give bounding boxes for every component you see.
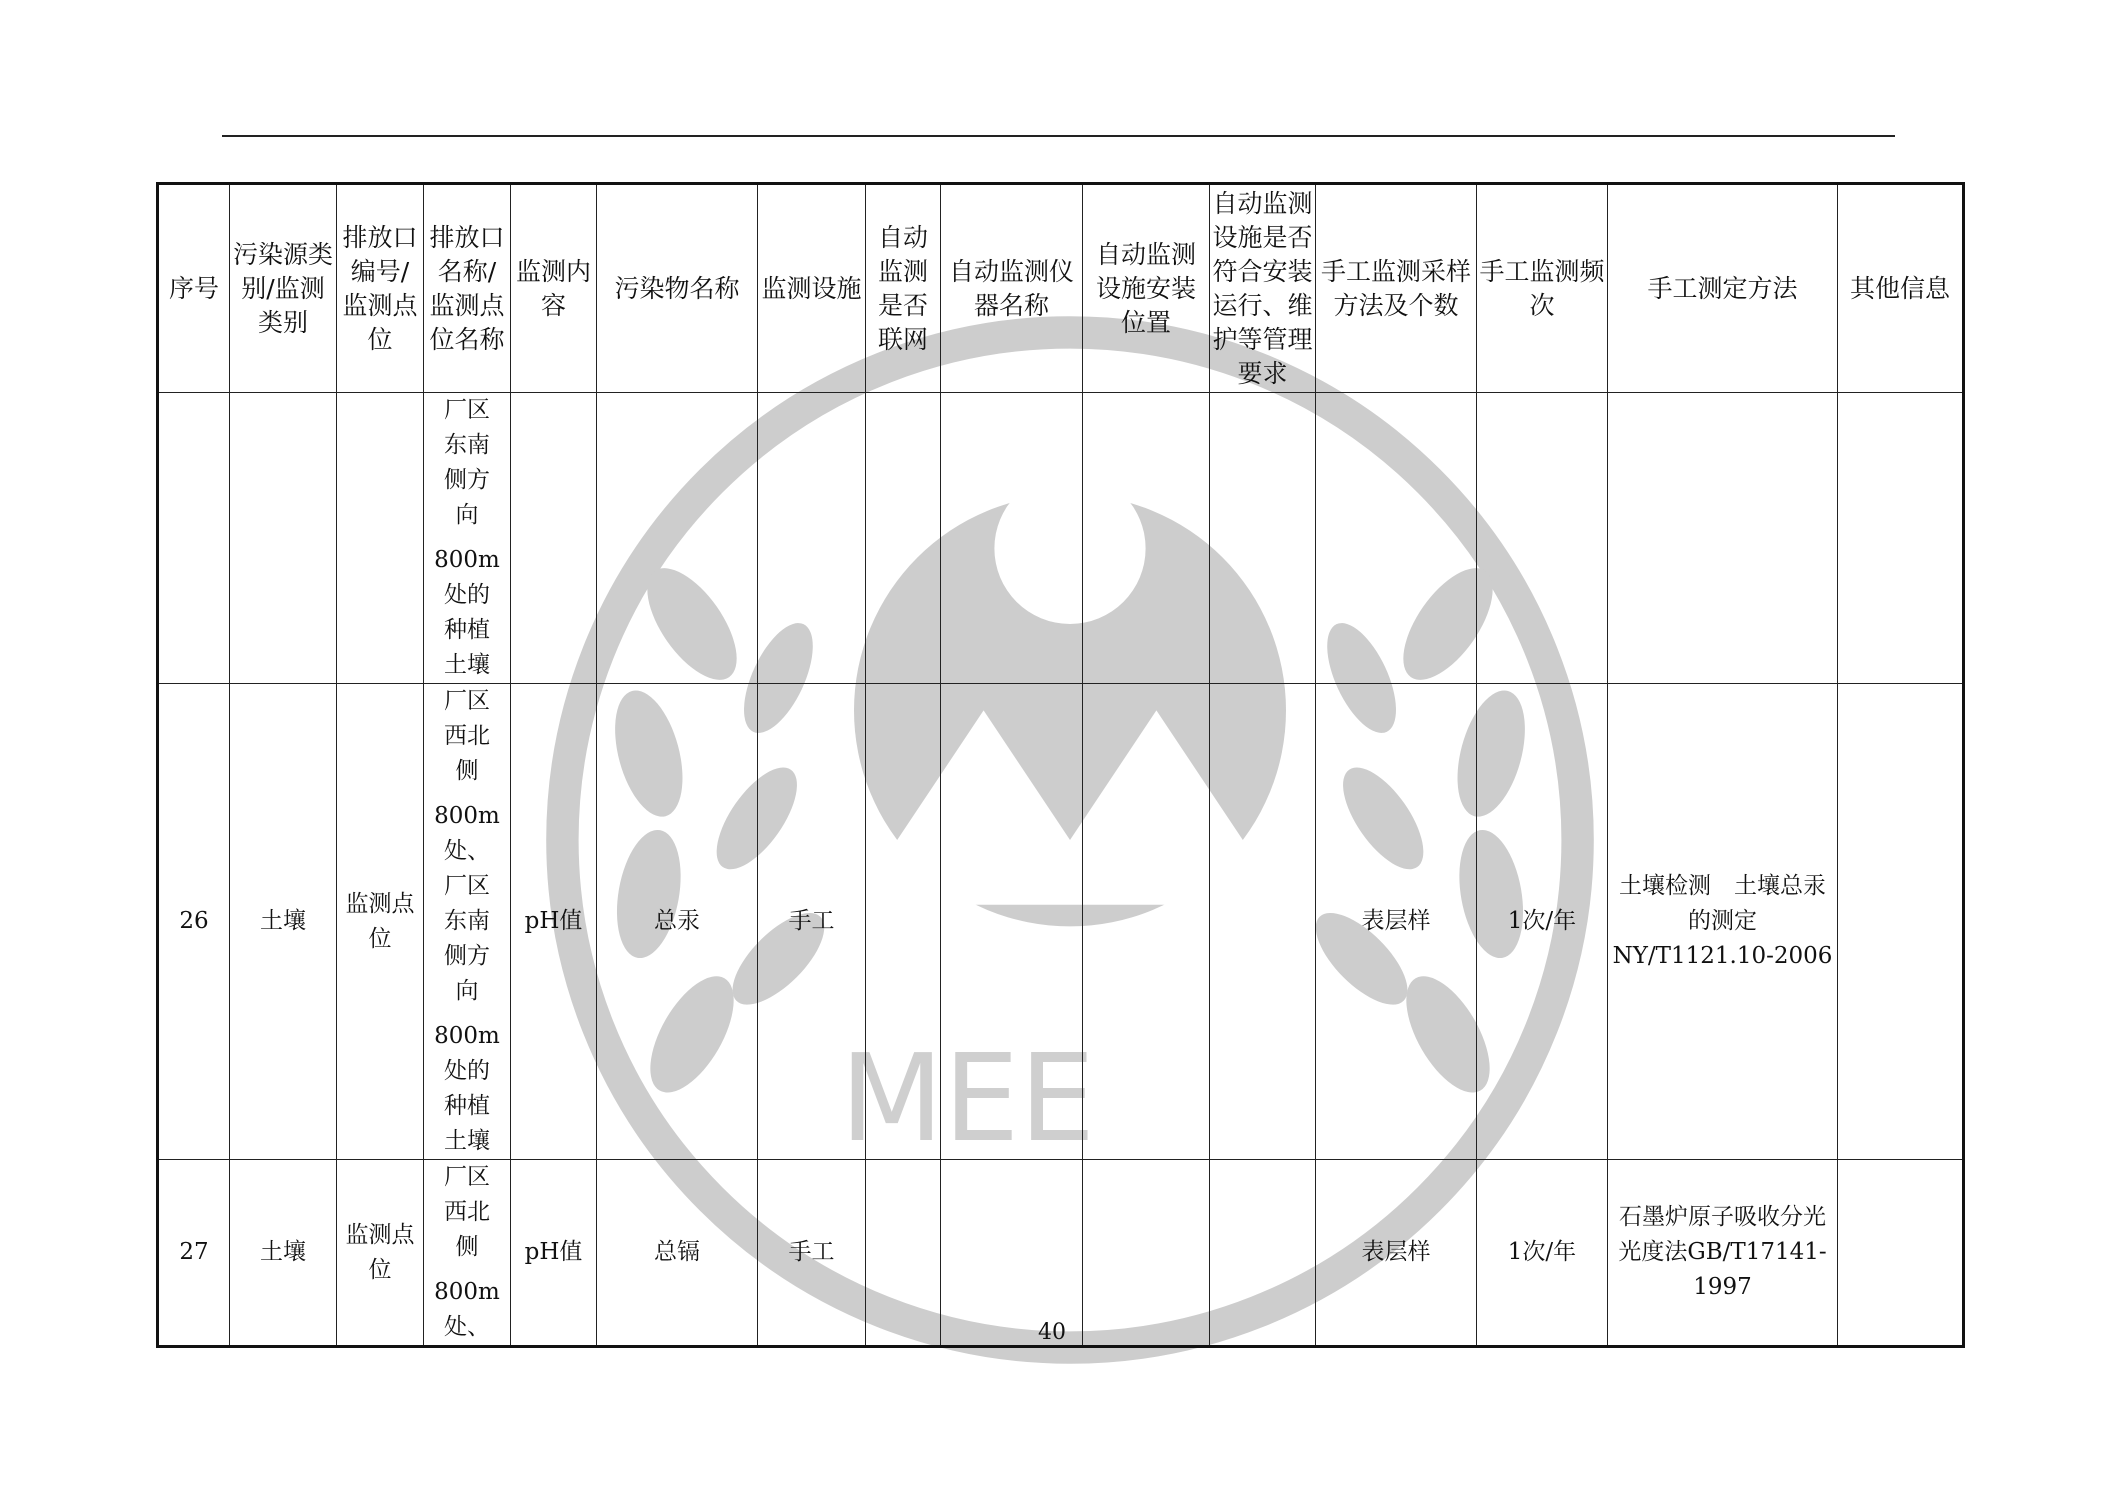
point-name-line: 厂区 [444,397,490,423]
header-cell: 排放口编号/监测点位 [337,184,424,393]
category-cell: 土壤 [230,1160,337,1347]
point-name-line: 侧方 [444,467,490,493]
point-name-line: 种植 [444,1093,490,1119]
install-position-cell [1083,684,1210,1160]
pollutant-cell: 总汞 [597,684,758,1160]
point-cell [337,393,424,684]
point-name-line: 厂区 [444,1164,490,1190]
point-name-line: 种植 [444,617,490,643]
header-cell: 手工测定方法 [1608,184,1838,393]
point-name-cell [424,1160,511,1347]
compliance-cell [1210,1160,1316,1347]
category-cell [230,393,337,684]
install-position-cell [1083,1160,1210,1347]
point-name-line: 向 [455,502,479,528]
header-cell: 其他信息 [1838,184,1964,393]
networked-cell [866,393,941,684]
point-name-line: 厂区 [444,873,490,899]
sampling-cell: 表层样 [1316,1160,1477,1347]
header-rule [222,135,1895,137]
point-name-line: 土壤 [444,1128,490,1154]
pollutant-cell [597,393,758,684]
other-cell [1838,684,1964,1160]
header-cell: 自动监测仪器名称 [941,184,1083,393]
table-row [158,1160,1964,1347]
seq-cell: 26 [158,684,230,1160]
point-name-line: 侧方 [444,943,490,969]
point-name-line: 侧 [455,1234,479,1260]
other-cell [1838,1160,1964,1347]
header-cell: 手工监测频次 [1477,184,1608,393]
point-name-line: 处的 [444,1058,490,1084]
sampling-cell [1316,393,1477,684]
pollutant-cell: 总镉 [597,1160,758,1347]
install-position-cell [1083,393,1210,684]
facility-cell: 手工 [758,684,866,1160]
facility-cell [758,393,866,684]
method-cell [1608,393,1838,684]
point-cell: 监测点位 [337,684,424,1160]
point-name-line: 厂区 [444,688,490,714]
frequency-cell [1477,393,1608,684]
point-name-line: 800m [434,803,500,829]
table-row [158,393,1964,684]
header-cell: 排放口名称/监测点位名称 [424,184,511,393]
table-row [158,684,1964,1160]
point-name-line: 800m [434,1279,500,1305]
instrument-cell [941,1160,1083,1347]
header-cell: 自动监测是否联网 [866,184,941,393]
header-cell: 手工监测采样方法及个数 [1316,184,1477,393]
header-cell: 监测设施 [758,184,866,393]
header-cell: 污染源类别/监测类别 [230,184,337,393]
watermark-text: MEE [840,1030,1096,1169]
networked-cell [866,684,941,1160]
point-cell: 监测点位 [337,1160,424,1347]
seq-cell: 27 [158,1160,230,1347]
other-cell [1838,393,1964,684]
point-name-line: 800m [434,1023,500,1049]
content-cell [511,393,597,684]
compliance-cell [1210,393,1316,684]
header-cell: 自动监测设施安装位置 [1083,184,1210,393]
frequency-cell: 1次/年 [1477,1160,1608,1347]
point-name-line: 东南 [444,908,490,934]
category-cell: 土壤 [230,684,337,1160]
point-name-line: 东南 [444,432,490,458]
point-name-line: 向 [455,978,479,1004]
point-name-line: 处的 [444,582,490,608]
method-cell: 土壤检测 土壤总汞的测定NY/T1121.10-2006 [1608,684,1838,1160]
networked-cell [866,1160,941,1347]
header-cell: 监测内容 [511,184,597,393]
point-name-line: 侧 [455,758,479,784]
content-cell: pH值 [511,684,597,1160]
seq-cell [158,393,230,684]
facility-cell: 手工 [758,1160,866,1347]
point-name-line: 处、 [444,1314,490,1340]
point-name-cell [424,393,511,684]
frequency-cell: 1次/年 [1477,684,1608,1160]
header-row [158,184,1964,393]
point-name-line: 西北 [444,723,490,749]
header-cell: 序号 [158,184,230,393]
method-cell: 石墨炉原子吸收分光光度法GB/T17141-1997 [1608,1160,1838,1347]
compliance-cell [1210,684,1316,1160]
monitoring-table [156,182,1965,1348]
page-number: 40 [1038,1320,1066,1345]
point-name-cell [424,684,511,1160]
sampling-cell: 表层样 [1316,684,1477,1160]
point-name-line: 800m [434,547,500,573]
instrument-cell [941,393,1083,684]
content-cell: pH值 [511,1160,597,1347]
header-cell: 污染物名称 [597,184,758,393]
point-name-line: 土壤 [444,652,490,678]
point-name-line: 西北 [444,1199,490,1225]
header-cell: 自动监测设施是否符合安装运行、维护等管理要求 [1210,184,1316,393]
point-name-line: 处、 [444,838,490,864]
instrument-cell [941,684,1083,1160]
